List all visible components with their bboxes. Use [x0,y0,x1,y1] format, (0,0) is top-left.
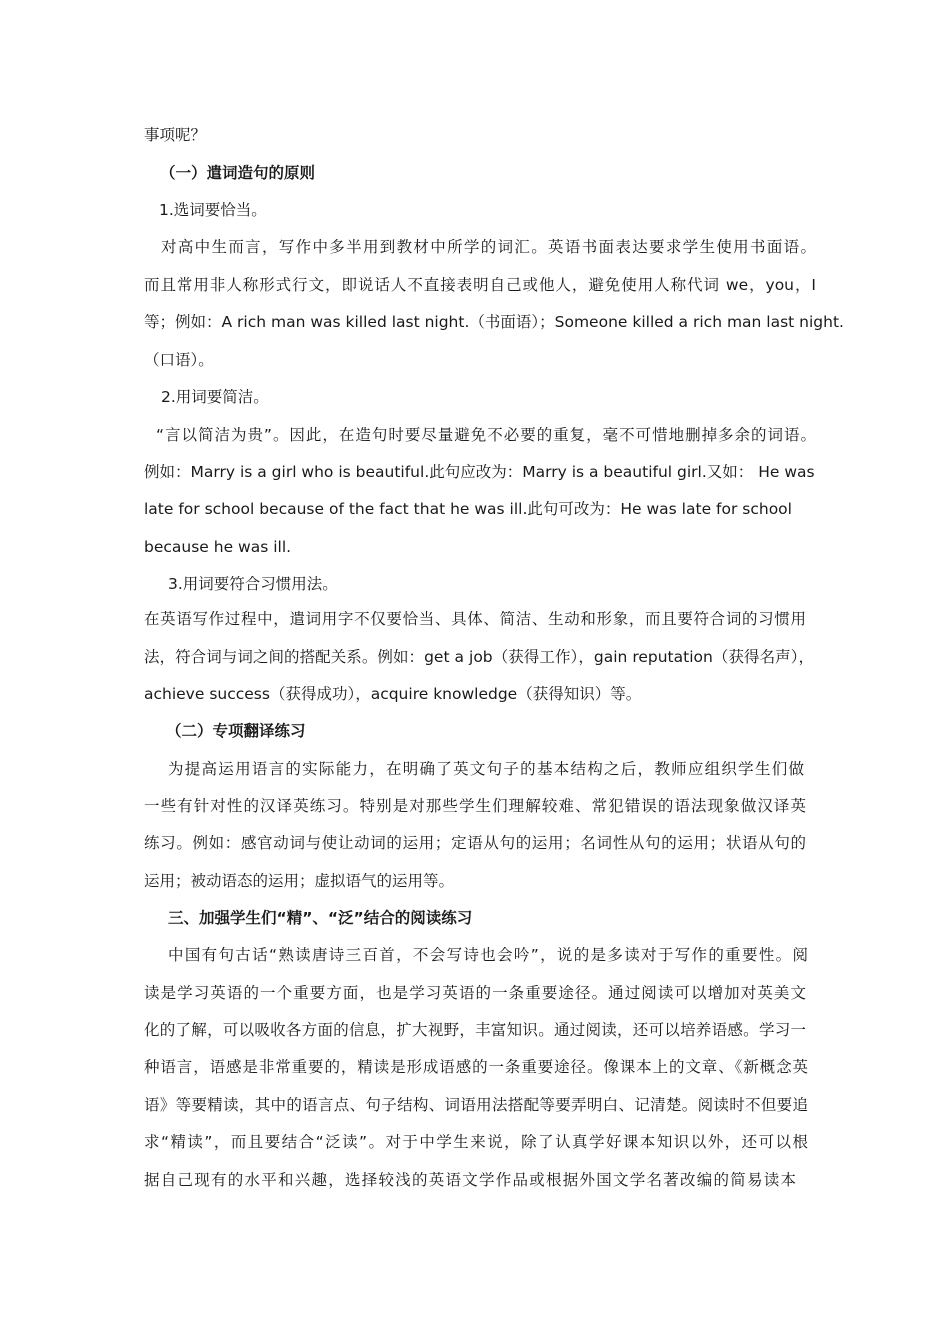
text-line: 等；例如：A rich man was killed last night.（书面语）；Someone killed a rich man last night. [144,313,844,331]
text-line: because he was ill. [144,538,292,556]
text-line: 为提高运用语言的实际能力，在明确了英文句子的基本结构之后，教师应组织学生们做 [168,760,804,778]
text-line: 一些有针对性的汉译英练习。特别是对那些学生们理解较难、常犯错误的语法现象做汉译英 [144,797,806,815]
section-heading: （二）专项翻译练习 [166,722,306,740]
section-heading: （一）遣词造句的原则 [160,164,316,182]
text-line: 语》等要精读，其中的语言点、句子结构、词语用法搭配等要弄明白、记清楚。阅读时不但要追 [144,1096,808,1114]
text-line: 中国有句古话“熟读唐诗三百首，不会写诗也会吟”，说的是多读对于写作的重要性。阅 [168,946,808,964]
text-line: 求“精读”，而且要结合“泛读”。对于中学生来说，除了认真学好课本知识以外，还可以根 [144,1133,808,1151]
text-line: “言以简洁为贵”。因此，在造句时要尽量避免不必要的重复，毫不可惜地删掉多余的词语。 [156,426,816,444]
section-heading: 三、加强学生们“精”、“泛”结合的阅读练习 [168,909,473,927]
text-line: 在英语写作过程中，遣词用字不仅要恰当、具体、简洁、生动和形象，而且要符合词的习惯用 [144,610,806,628]
text-line: 而且常用非人称形式行文，即说话人不直接表明自己或他人，避免使用人称代词 we，you，I [144,276,816,294]
text-line: 化的了解，可以吸收各方面的信息，扩大视野，丰富知识。通过阅读，还可以培养语感。学习一 [144,1021,806,1039]
text-line: 运用；被动语态的运用；虚拟语气的运用等。 [144,872,455,890]
text-line: 事项呢？ [144,126,207,144]
text-line: 对高中生而言，写作中多半用到教材中所学的词汇。英语书面表达要求学生使用书面语。 [161,238,816,256]
text-line: 例如：Marry is a girl who is beautiful.此句应改为：Marry is a beautiful girl.又如： He was [144,463,815,481]
text-line: 法，符合词与词之间的搭配关系。例如：get a job（获得工作），gain reputation（获得名声）， [144,648,814,666]
sub-heading: 1.选词要恰当。 [159,201,267,219]
text-line: （口语）。 [144,351,214,369]
text-line: late for school because of the fact that he was ill.此句可改为：He was late for school [144,500,792,518]
text-line: achieve success（获得成功），acquire knowledge（获得知识）等。 [144,685,642,703]
text-line: 读是学习英语的一个重要方面，也是学习英语的一条重要途径。通过阅读可以增加对英美文 [144,984,806,1002]
text-line: 据自己现有的水平和兴趣，选择较浅的英语文学作品或根据外国文学名著改编的简易读本 [144,1171,796,1189]
text-line: 练习。例如：感官动词与使让动词的运用；定语从句的运用；名词性从句的运用；状语从句的 [144,834,806,852]
sub-heading: 3.用词要符合习惯用法。 [168,575,338,593]
sub-heading: 2.用词要简洁。 [161,388,269,406]
text-line: 种语言，语感是非常重要的，精读是形成语感的一条重要途径。像课本上的文章、《新概念英 [144,1058,808,1076]
